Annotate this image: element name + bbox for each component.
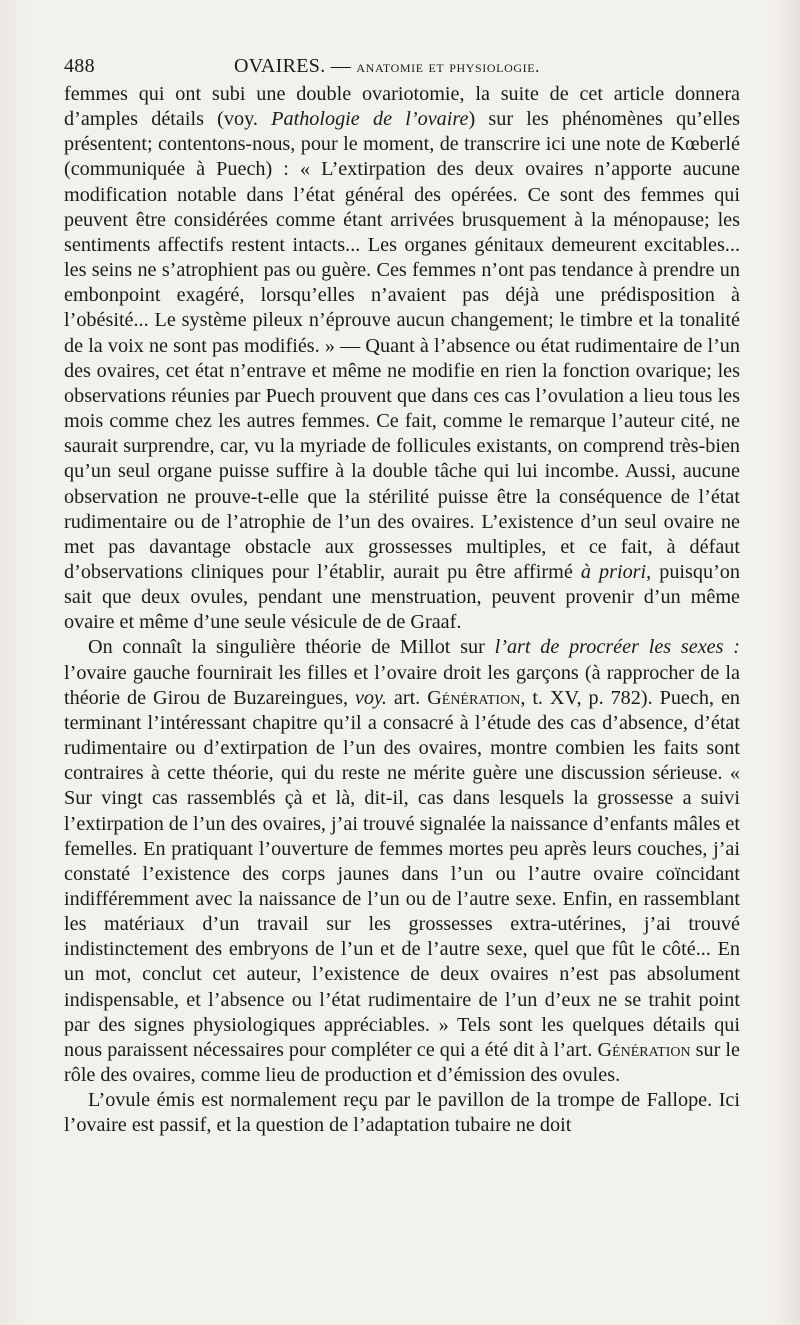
paragraph [64,82,740,635]
header-title: OVAIRES. [234,55,326,77]
text-run: sur le rôle des ovaires, comme lieu de production et d’émission des ovules. [64,1038,740,1087]
italic-text: voy. [354,686,387,709]
paragraph [64,1088,740,1138]
header-dash: — [325,55,357,77]
text-run: On connaît la singulière théorie de Millot sur [88,636,495,659]
body-text [64,82,740,1139]
text-run: l’ovaire gauche fournirait les filles et l’ovaire droit les garçons (à rapprocher de la théorie de Girou de Buzareingues, [64,661,740,709]
text-run: art. [386,686,428,709]
header-subtitle: anatomie et physiologie. [356,57,540,76]
italic-text: à priori [580,560,647,583]
italic-text: Pathologie de l’ovaire [271,108,469,131]
smallcaps-reference: Génération [597,1038,691,1061]
page-number: 488 [64,55,95,77]
text-run: , puisqu’on sait que deux ovules, pendant une menstruation, peuvent provenir d’un même ovaire et même d’une seule vésicule de de Graaf. [64,560,740,634]
paragraph [64,635,740,1088]
running-header [64,51,740,81]
italic-text: l’art de procréer les sexes : [494,636,740,659]
text-run: L’ovule émis est normalement reçu par le pavillon de la trompe de Fallope. Ici l’ovaire est passif, et la question de l’adaptation tubaire ne doit [64,1089,740,1137]
running-title [234,51,540,82]
text-run: , t. XV, p. 782). Puech, en terminant l’intéressant chapitre qu’il a consacré à l’étude des cas d’absence, d’état rudimentaire ou d’extirpation de l’un des ovaires, montre combien les faits sont contraires à cette théorie, qui du reste ne mérite guère une discussion sérieuse. « Sur vingt cas rassemblés çà et là, dit-il, cas dans lesquels la grossesse a suivi l’extirpation de l’un des ovaires, j’ai trouvé signalée la naissance d’enfants mâles et femelles. En pratiquant l’ouverture de femmes mortes peu après leurs couches, j’ai constaté l’existence des corps jaunes dans l’un ou l’autre ovaire coïncidant indifféremment avec la naissance de l’un ou de l’autre sexe. Enfin, en rassemblant les matériaux d’un travail sur les grossesses extra-utérines, j’ai trouvé indistinctement des embryons de l’un et de l’autre sexe, quel que fût le côté... En un mot, conclut cet auteur, l’existence de deux ovaires n’est pas absolument indispensable, et l’absence ou l’état rudimentaire de l’un d’eux ne se trahit point par des signes physiologiques appréciables. » Tels sont les quelques détails qui nous paraissent nécessaires pour compléter ce qui a été dit à l’art. [64,686,740,1061]
text-run: femmes qui ont subi une double ovariotomie, la suite de cet article donnera d’amples détails (voy. [64,83,740,131]
smallcaps-reference: Génération [427,686,521,709]
text-run: ) sur les phénomènes qu’elles présentent; contentons-nous, pour le moment, de transcrire ici une note de Kœberlé (communiquée à Puech) : « L’extirpation des deux ovaires n’apporte aucune modification notable dans l’état général des opérées. Ce sont des femmes qui peuvent être considérées comme étant arrivées brusquement à la ménopause; les sentiments affectifs restent intacts... Les organes génitaux demeurent excitables... les seins ne s’atrophient pas ou guère. Ces femmes n’ont pas tendance à prendre un embonpoint exagéré, lorsqu’elles n’avaient pas déjà une prédisposition à l’obésité... Le système pileux n’éprouve aucun changement; le timbre et la tonalité de la voix ne sont pas modifiés. » — Quant à l’absence ou état rudimentaire de l’un des ovaires, cet état n’entrave et même ne modifie en rien la fonction ovarique; les observations réunies par Puech prouvent que dans ces cas l’ovulation a lieu tous les mois comme chez les autres femmes. Ce fait, comme le remarque l’auteur cité, ne saurait surprendre, car, vu la myriade de follicules existants, on comprend très-bien qu’un seul organe puisse suffire à la double tâche qui lui incombe. Aussi, aucune observation ne prouve-t-elle que la stérilité puisse être la conséquence de l’état rudimentaire ou de l’atrophie de l’un des ovaires. L’existence d’un seul ovaire ne met pas davantage obstacle aux grossesses multiples, et ce fait, à défaut d’observations cliniques pour l’établir, aurait pu être affirmé [64,108,741,583]
